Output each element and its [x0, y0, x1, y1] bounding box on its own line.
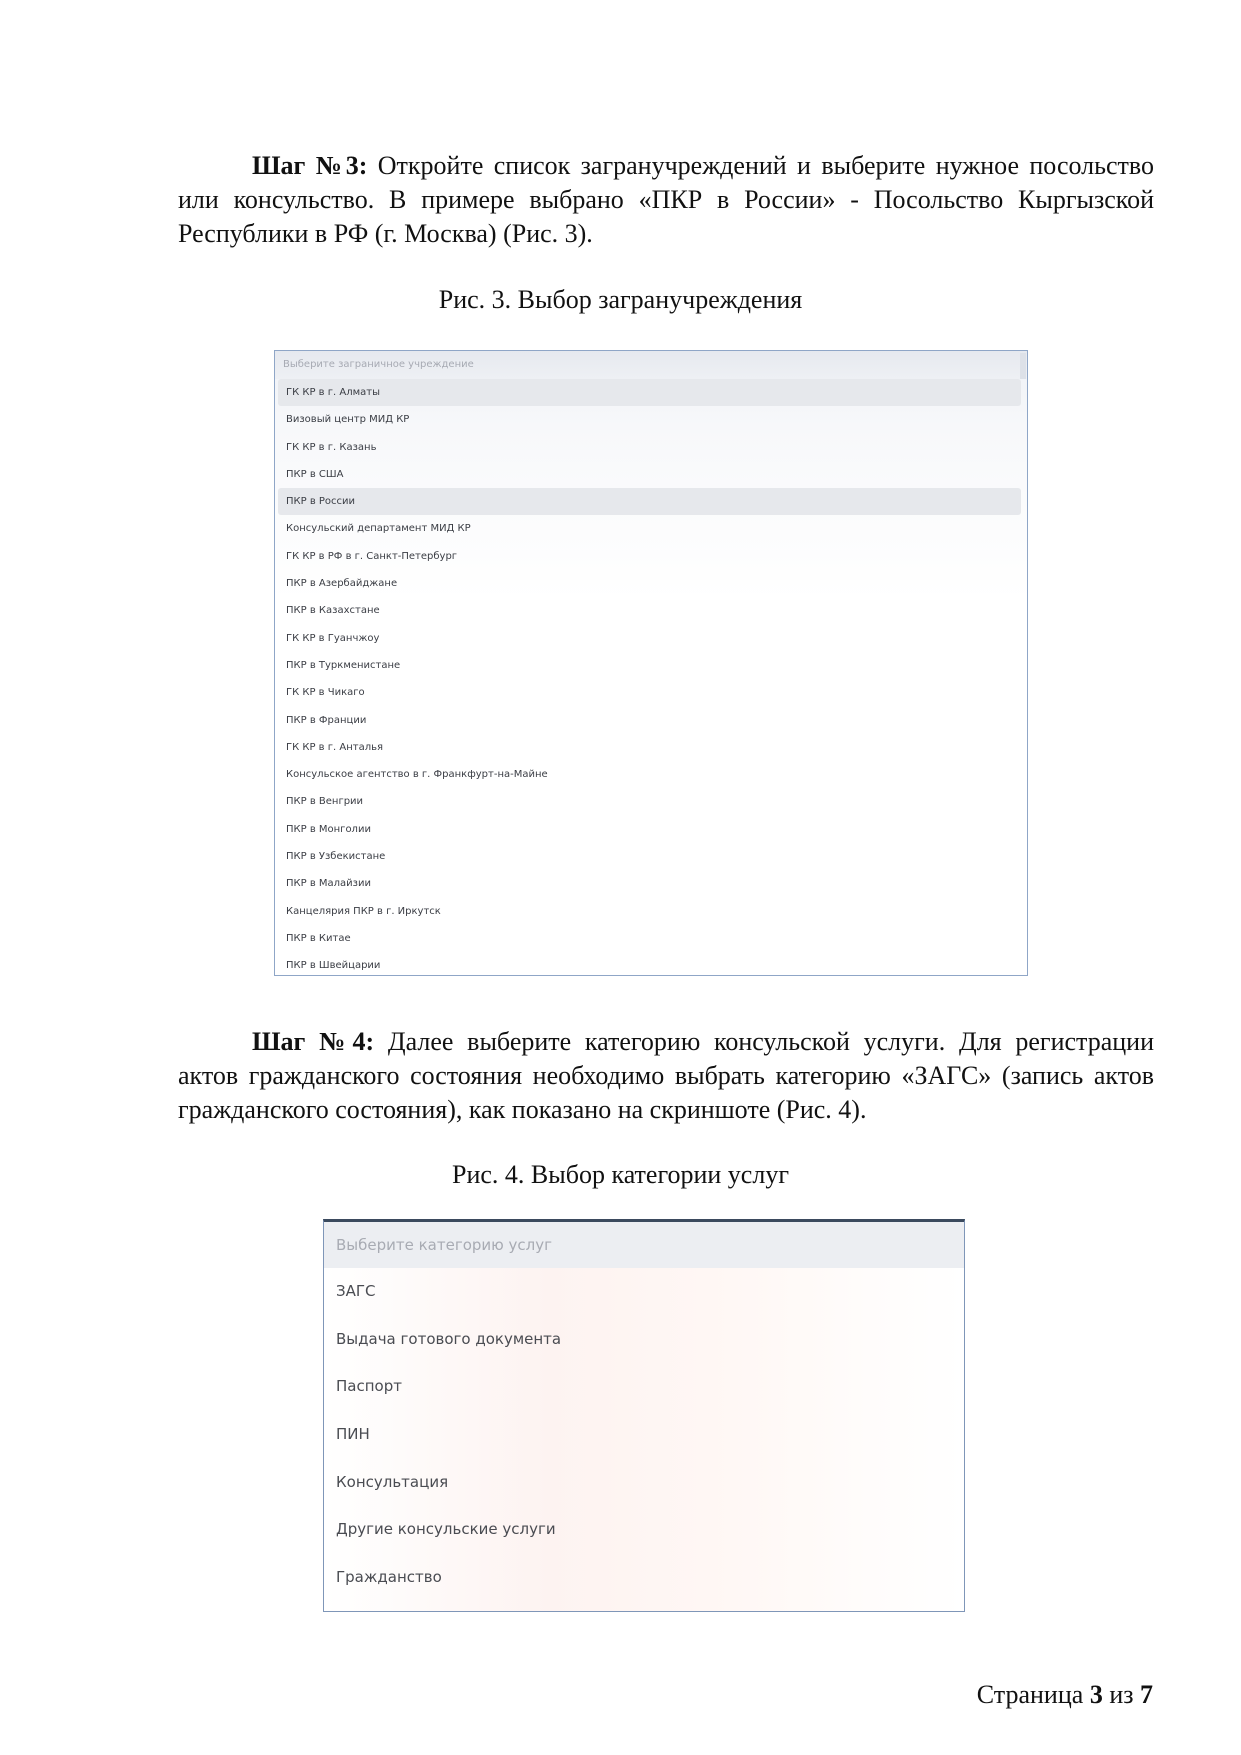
category-options-list [324, 1268, 964, 1602]
category-option[interactable]: ПИН [336, 1425, 370, 1444]
footer-page-number: 3 [1089, 1680, 1103, 1709]
footer-total-pages: 7 [1140, 1680, 1153, 1709]
embassy-option[interactable]: ПКР в Узбекистане [286, 851, 386, 863]
embassy-list-screenshot [274, 350, 1028, 976]
embassy-option[interactable]: Консульский департамент МИД КР [286, 523, 471, 535]
service-category-screenshot [323, 1219, 965, 1612]
category-select-placeholder[interactable]: Выберите категорию услуг [324, 1222, 964, 1268]
embassy-option[interactable]: Канцелярия ПКР в г. Иркутск [286, 905, 441, 917]
embassy-select-placeholder[interactable]: Выберите заграничное учреждение [275, 351, 1027, 379]
embassy-option[interactable]: ПКР в Монголии [286, 823, 371, 835]
embassy-option[interactable]: ПКР в Венгрии [286, 796, 364, 808]
embassy-option[interactable]: ГК КР в г. Казань [286, 441, 377, 453]
category-option[interactable]: Консультация [336, 1472, 449, 1491]
embassy-option[interactable]: ГК КР в Гуанчжоу [286, 632, 380, 644]
step3-label: Шаг №3: [252, 151, 368, 180]
scrollbar [1020, 353, 1026, 379]
embassy-option[interactable]: ГК КР в г. Алматы [278, 379, 1021, 406]
step3-text: Откройте список загранучреждений и выберите нужное посольство или консульство. В примере выбрано «ПКР в России» - Посольство Кыргызской Республики в РФ (г. Москва) (Рис. 3). [178, 151, 1154, 248]
figure3-caption: Рис. 3. Выбор загранучреждения [438, 285, 803, 314]
footer-middle: из [1102, 1680, 1140, 1709]
step4-label: Шаг №4: [252, 1027, 375, 1056]
embassy-options-list [275, 379, 1027, 976]
step4-text: Далее выберите категорию консульской услуги. Для регистрации актов гражданского состояния необходимо выбрать категорию «ЗАГС» (запись актов гражданского состояния), как показано на скриншоте (Рис. 4). [178, 1027, 1154, 1124]
category-option[interactable]: ЗАГС [336, 1282, 376, 1300]
figure4-caption: Рис. 4. Выбор категории услуг [452, 1160, 789, 1189]
category-option[interactable]: Гражданство [336, 1568, 442, 1587]
embassy-option[interactable]: ПКР в Швейцарии [286, 960, 381, 972]
embassy-option[interactable]: ПКР в Малайзии [286, 878, 371, 890]
footer-prefix: Страница [976, 1680, 1090, 1709]
category-option[interactable]: Выдача готового документа [336, 1329, 562, 1348]
embassy-option[interactable]: ПКР в России [278, 488, 1021, 515]
step3-paragraph [178, 149, 1154, 251]
embassy-option[interactable]: ГК КР в Чикаго [286, 687, 365, 699]
embassy-option[interactable]: ГК КР в РФ в г. Санкт-Петербург [286, 550, 458, 562]
embassy-option[interactable]: ПКР в Туркменистане [286, 659, 401, 671]
step4-paragraph [178, 1025, 1154, 1127]
category-option[interactable]: Другие консульские услуги [336, 1520, 556, 1539]
embassy-option[interactable]: ПКР в Казахстане [286, 605, 380, 617]
embassy-option[interactable]: ПКР в Франции [286, 714, 367, 726]
embassy-option[interactable]: Визовый центр МИД КР [286, 414, 410, 426]
embassy-option[interactable]: ПКР в Азербайджане [286, 578, 398, 590]
embassy-option[interactable]: ГК КР в г. Анталья [286, 741, 384, 753]
embassy-option[interactable]: ПКР в США [286, 468, 344, 480]
embassy-option[interactable]: ПКР в Китае [286, 932, 351, 944]
embassy-option[interactable]: Консульское агентство в г. Франкфурт-на-Майне [286, 769, 548, 781]
category-option[interactable]: Паспорт [336, 1377, 402, 1396]
page-footer [977, 1679, 1153, 1711]
